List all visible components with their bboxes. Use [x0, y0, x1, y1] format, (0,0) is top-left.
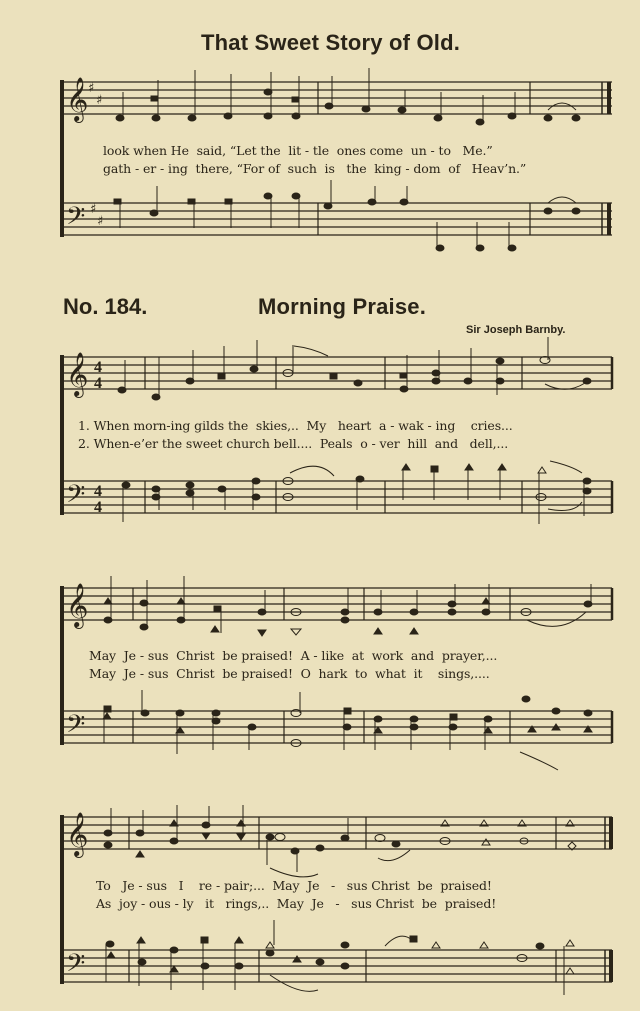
hymn-title: Morning Praise. [258, 294, 427, 319]
svg-text:4: 4 [94, 499, 102, 516]
svg-text:4: 4 [94, 375, 102, 392]
system2-verse2-lyrics: May Je - sus Christ be praised! O hark to what it sings,.... [89, 666, 490, 681]
system3-verse1-lyrics: To Je - sus I re - pair;... May Je - sus Christ be praised! [96, 878, 492, 893]
svg-text:4: 4 [94, 483, 102, 500]
svg-text:𝄢: 𝄢 [66, 710, 86, 745]
previous-hymn-title: That Sweet Story of Old. [201, 30, 461, 55]
treble-clef-icon: 𝄞 [66, 77, 89, 121]
prev-lyric-line-1: look when He said, “Let the lit - tle ones come un - to Me.” [103, 143, 493, 158]
system1-verse1-lyrics: 1. When morn-ing gilds the skies,.. My heart a - wak - ing cries... [78, 418, 513, 433]
svg-text:𝄢: 𝄢 [66, 949, 86, 984]
svg-text:♯: ♯ [88, 81, 95, 96]
svg-text:𝄞: 𝄞 [66, 812, 89, 856]
system3-verse2-lyrics: As joy - ous - ly it rings,.. May Je - sus Christ be praised! [96, 896, 497, 911]
s1-treble-staff [64, 357, 612, 389]
svg-text:♯: ♯ [97, 214, 104, 229]
svg-text:𝄢: 𝄢 [66, 480, 86, 515]
svg-text:♯: ♯ [96, 93, 103, 108]
svg-text:4: 4 [94, 359, 102, 376]
composer-credit: Sir Joseph Barnby. [466, 324, 566, 336]
bass-clef-icon: 𝄢 [66, 202, 86, 237]
s1-bass-staff [64, 481, 612, 513]
system1-verse2-lyrics: 2. When-e’er the sweet church bell.... Peals o - ver hill and dell,... [78, 436, 509, 451]
svg-text:𝄞: 𝄞 [66, 583, 89, 627]
svg-text:♯: ♯ [90, 202, 97, 217]
svg-text:𝄞: 𝄞 [66, 352, 89, 396]
system2-verse1-lyrics: May Je - sus Christ be praised! A - like at work and prayer,... [89, 648, 498, 663]
prev-lyric-line-2: gath - er - ing there, “For of such is the king - dom of Heav’n.” [103, 161, 527, 176]
hymn-number: No. 184. [63, 294, 148, 319]
s3-bass-staff [64, 950, 612, 982]
s3-treble-staff [64, 817, 612, 849]
